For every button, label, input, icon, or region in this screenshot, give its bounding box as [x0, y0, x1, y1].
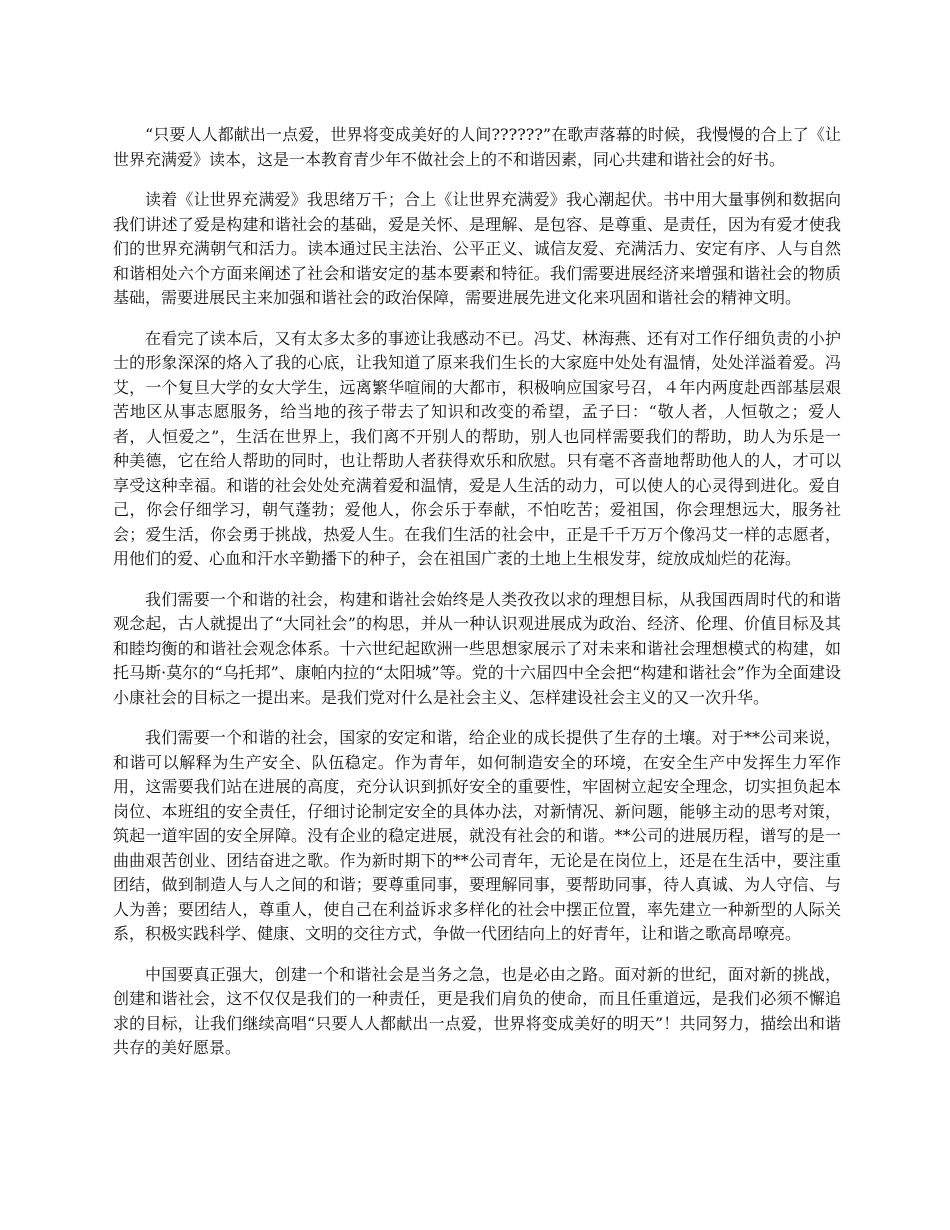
paragraph-2: 读着《让世界充满爱》我思绪万千；合上《让世界充满爱》我心潮起伏。书中用大量事例和数据向我们讲述了爱是构建和谐社会的基础，爱是关怀、是理解、是包容、是尊重、是责任，因为有爱才使我们的世界充满朝气和活力。读本通过民主法治、公平正义、诚信友爱、充满活力、安定有序、人与自然和谐相处六个方面来阐述了社会和谐安定的基本要素和特征。我们需要进展经济来增强和谐社会的物质基础，需要进展民主来加强和谐社会的政治保障，需要进展先进文化来巩固和谐社会的精神文明。 [113, 190, 841, 307]
document-body [113, 123, 841, 1077]
paragraph-3: 在看完了读本后，又有太多太多的事迹让我感动不已。冯艾、林海燕、还有对工作仔细负责的小护士的形象深深的烙入了我的心底，让我知道了原来我们生长的大家庭中处处有温情，处处洋溢着爱。冯艾，一个复旦大学的女大学生，远离繁华喧闹的大都市，积极响应国家号召，４年内两度赴西部基层艰苦地区从事志愿服务，给当地的孩子带去了知识和改变的希望，孟子曰：“敬人者，人恒敬之；爱人者，人恒爱之”，生活在世界上，我们离不开别人的帮助，别人也同样需要我们的帮助，助人为乐是一种美德，它在给人帮助的同时，也让帮助人者获得欢乐和欣慰。只有毫不吝啬地帮助他人的人，才可以享受这种幸福。和谐的社会处处充满着爱和温情，爱是人生活的动力，可以使人的心灵得到进化。爱自己，你会仔细学习，朝气蓬勃；爱他人，你会乐于奉献，不怕吃苦；爱祖国，你会理想远大，服务社会；爱生活，你会勇于挑战，热爱人生。在我们生活的社会中，正是千千万万个像冯艾一样的志愿者，用他们的爱、心血和汗水辛勤播下的种子，会在祖国广袤的土地上生根发芽，绽放成灿烂的花海。 [113, 328, 841, 568]
paragraph-6: 中国要真正强大，创建一个和谐社会是当务之急，也是必由之路。面对新的世纪，面对新的挑战，创建和谐社会，这不仅仅是我们的一种责任，更是我们肩负的使命，而且任重道远，是我们必须不懈追求的目标，让我们继续高唱“只要人人都献出一点爱，世界将变成美好的明天”！共同努力，描绘出和谐共存的美好愿景。 [113, 964, 841, 1057]
paragraph-4: 我们需要一个和谐的社会，构建和谐社会始终是人类孜孜以求的理想目标，从我国西周时代的和谐观念起，古人就提出了“大同社会”的构思，并从一种认识观进展成为政治、经济、伦理、价值目标及其和睦均衡的和谐社会观念体系。十六世纪起欧洲一些思想家展示了对未来和谐社会理想模式的构建，如托马斯·莫尔的“乌托邦”、康帕内拉的“太阳城”等。党的十六届四中全会把“构建和谐社会”作为全面建设小康社会的目标之一提出来。是我们党对什么是社会主义、怎样建设社会主义的又一次升华。 [113, 589, 841, 707]
paragraph-1: “只要人人都献出一点爱，世界将变成美好的人间??????”在歌声落幕的时候，我慢慢的合上了《让世界充满爱》读本，这是一本教育青少年不做社会上的不和谐因素，同心共建和谐社会的好书。 [113, 125, 841, 169]
paragraph-5: 我们需要一个和谐的社会，国家的安定和谐，给企业的成长提供了生存的土壤。对于**公司来说，和谐可以解释为生产安全、队伍稳定。作为青年，如何制造安全的环境，在安全生产中发挥生力军作用，这需要我们站在进展的高度，充分认识到抓好安全的重要性，牢固树立起安全理念，切实担负起本岗位、本班组的安全责任，仔细讨论制定安全的具体办法，对新情况、新问题，能够主动的思考对策，筑起一道牢固的安全屏障。没有企业的稳定进展，就没有社会的和谐。**公司的进展历程，谱写的是一曲曲艰苦创业、团结奋进之歌。作为新时期下的**公司青年，无论是在岗位上，还是在生活中，要注重团结，做到制造人与人之间的和谐；要尊重同事，要理解同事，要帮助同事，待人真诚、为人守信、与人为善；要团结人，尊重人，使自己在利益诉求多样化的社会中摆正位置，率先建立一种新型的人际关系，积极实践科学、健康、文明的交往方式，争做一代团结向上的好青年，让和谐之歌高昂嘹亮。 [113, 728, 841, 943]
